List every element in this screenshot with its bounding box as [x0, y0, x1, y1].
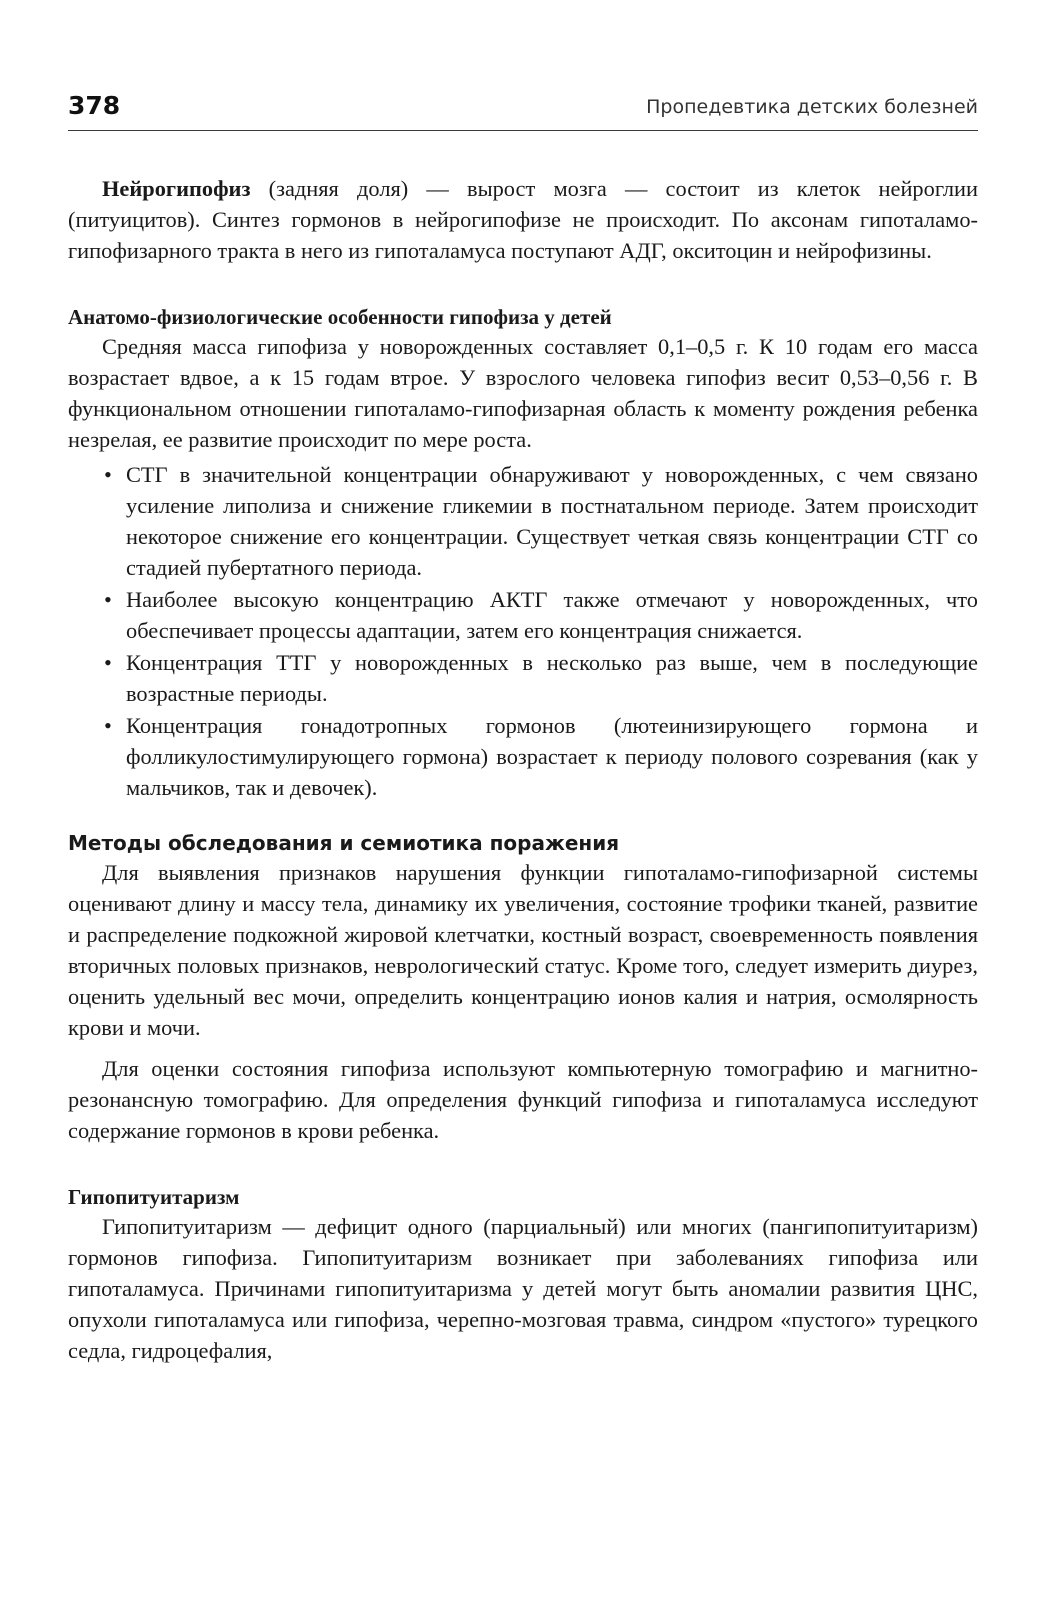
list-item — [104, 459, 978, 583]
list-item-text: Наиболее высокую концентрацию АКТГ также отмечают у новорожденных, что обеспечивает процессы адаптации, затем его концентрация снижается. — [126, 587, 978, 643]
list-item-text: Концентрация гонадотропных гормонов (лютеинизирующего гормона и фолликулостимулирующего гормона) возрастает к периоду полового созревания (как у мальчиков, так и девочек). — [126, 713, 978, 800]
list-item — [104, 647, 978, 709]
intro-lead-term: Нейрогипофиз — [102, 176, 251, 201]
heading-hypopituitarism: Гипопитуитаризм — [68, 1185, 240, 1209]
page-number: 378 — [68, 91, 121, 120]
methods-paragraph-1: Для выявления признаков нарушения функции гипоталамо-гипофизарной системы оценивают длину и массу тела, динамику их увеличения, состояние трофики тканей, развитие и распределение подкожной жировой клетчатки, костный возраст, своевременность появления вторичных половых признаков, неврологический статус. Кроме того, следует измерить диурез, оценить удельный вес мочи, определить концентрацию ионов калия и натрия, осмолярность крови и мочи. — [68, 860, 978, 1040]
bullet-icon: • — [104, 462, 112, 487]
heading-anatomy: Анатомо-физиологические особенности гипофиза у детей — [68, 305, 612, 329]
heading-methods: Методы обследования и семиотика поражения — [68, 831, 620, 855]
running-title: Пропедевтика детских болезней — [646, 96, 978, 118]
bullet-icon: • — [104, 650, 112, 675]
page-header — [68, 90, 978, 131]
hypopituitarism-paragraph: Гипопитуитаризм — дефицит одного (парциальный) или многих (пангипопитуитаризм) гормонов гипофиза. Гипопитуитаризм возникает при заболеваниях гипофиза или гипоталамуса. Причинами гипопитуитаризма у детей могут быть аномалии развития ЦНС, опухоли гипоталамуса или гипофиза, черепно-мозговая травма, синдром «пустого» турецкого седла, гидроцефалия, — [68, 1214, 978, 1363]
anatomy-bullet-list — [68, 459, 978, 803]
methods-paragraph-2: Для оценки состояния гипофиза используют компьютерную томографию и магнитно-резонансную томографию. Для определения функций гипофиза и гипоталамуса исследуют содержание гормонов в крови ребенка. — [68, 1056, 978, 1143]
page-body — [68, 173, 978, 1366]
list-item-text: Концентрация ТТГ у новорожденных в несколько раз выше, чем в последующие возрастные периоды. — [126, 650, 978, 706]
list-item — [104, 584, 978, 646]
intro-paragraph — [68, 173, 978, 266]
list-item-text: СТГ в значительной концентрации обнаруживают у новорожденных, с чем связано усиление липолиза и снижение гликемии в постнатальном периоде. Затем происходит некоторое снижение его концентрации. Существует четкая связь концентрации СТГ со стадией пубертатного периода. — [126, 462, 978, 580]
bullet-icon: • — [104, 587, 112, 612]
anatomy-paragraph: Средняя масса гипофиза у новорожденных составляет 0,1–0,5 г. К 10 годам его масса возрастает вдвое, а к 15 годам втрое. У взрослого человека гипофиз весит 0,53–0,56 г. В функциональном отношении гипоталамо-гипофизарная область к моменту рождения ребенка незрелая, ее развитие происходит по мере роста. — [68, 334, 978, 452]
intro-text: (задняя доля) — вырост мозга — состоит из клеток нейроглии (питуицитов). Синтез гормонов в нейрогипофизе не происходит. По аксонам гипоталамо-гипофизарного тракта в него из гипоталамуса поступают АДГ, окситоцин и нейрофизины. — [68, 176, 978, 263]
list-item — [104, 710, 978, 803]
bullet-icon: • — [104, 713, 112, 738]
